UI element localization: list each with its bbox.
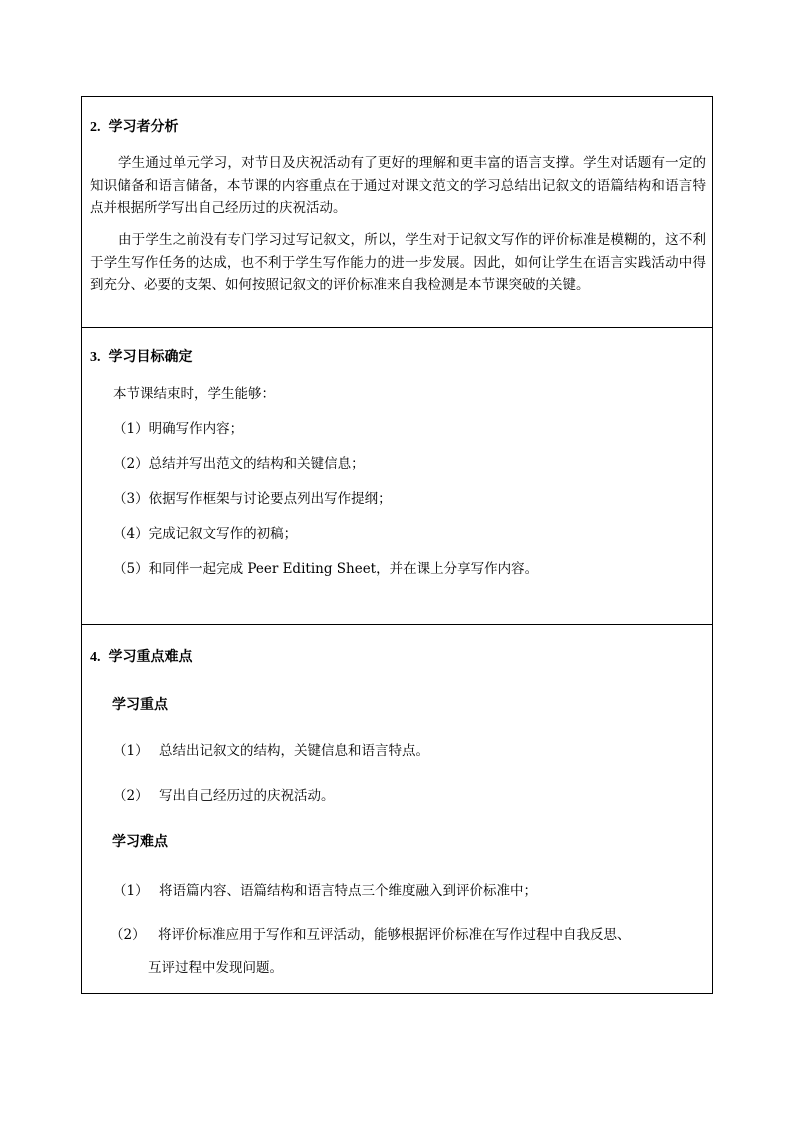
difficulty-item (110, 923, 631, 943)
item-label: （1） (113, 883, 149, 899)
item-text: 将评价标准应用于写作和互评活动，能够根据评价标准在写作过程中自我反思、 (158, 927, 631, 943)
key-point-item (113, 739, 429, 759)
goal-item: （3）依据写作框架与讨论要点列出写作提纲； (113, 491, 392, 507)
section-key-difficulties (82, 625, 712, 993)
lesson-plan-table (81, 96, 713, 994)
section-heading (90, 346, 193, 366)
section-learner-analysis (82, 97, 712, 328)
difficulty-item (113, 879, 537, 899)
difficulty-continuation: 互评过程中发现问题。 (148, 960, 283, 976)
goal-item: （4）完成记叙文写作的初稿； (113, 526, 298, 542)
section-title: 学习重点难点 (108, 649, 193, 665)
item-text: 总结出记叙文的结构，关键信息和语言特点。 (159, 743, 429, 759)
goal-item: （5）和同伴一起完成 Peer Editing Sheet，并在课上分享写作内容。 (113, 561, 539, 577)
goals-intro: 本节课结束时，学生能够： (113, 386, 275, 402)
section-heading (90, 646, 193, 666)
section-number: 3. (90, 350, 101, 365)
item-label: （1） (113, 743, 149, 759)
goal-item: （1）明确写作内容； (113, 421, 244, 437)
item-label: （2） (113, 788, 149, 804)
difficulties-title: 学习难点 (112, 834, 168, 850)
analysis-paragraph-2: 由于学生之前没有专门学习过写记叙文，所以，学生对于记叙文写作的评价标准是模糊的，这不利于学生写作任务的达成，也不利于学生写作能力的进一步发展。因此，如何让学生在语言实践活动中得到充分、必要的支架、如何按照记叙文的评价标准来自我检测是本节课突破的关键。 (90, 232, 706, 293)
key-point-item (113, 784, 335, 804)
item-text: 写出自己经历过的庆祝活动。 (159, 788, 335, 804)
analysis-paragraph-1: 学生通过单元学习，对节日及庆祝活动有了更好的理解和更丰富的语言支撑。学生对话题有一定的知识储备和语言储备，本节课的内容重点在于通过对课文范文的学习总结出记叙文的语篇结构和语言特点并根据所学写出自己经历过的庆祝活动。 (90, 155, 706, 216)
section-title: 学习者分析 (108, 119, 179, 135)
section-heading (90, 116, 179, 136)
key-points-title: 学习重点 (112, 697, 168, 713)
section-title: 学习目标确定 (108, 349, 193, 365)
section-number: 2. (90, 120, 101, 135)
item-label: （2） (110, 927, 146, 943)
section-number: 4. (90, 650, 101, 665)
goal-item: （2）总结并写出范文的结构和关键信息； (113, 456, 365, 472)
item-text: 将语篇内容、语篇结构和语言特点三个维度融入到评价标准中； (159, 883, 537, 899)
section-learning-goals (82, 328, 712, 625)
